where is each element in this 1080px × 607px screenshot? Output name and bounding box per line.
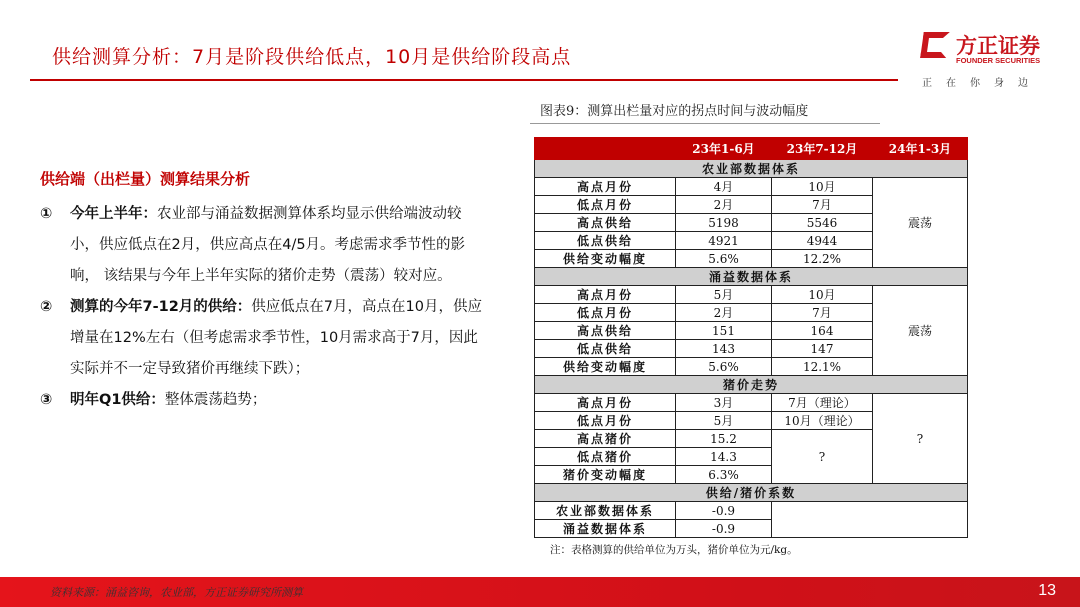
- logo-mark-icon: [920, 32, 950, 58]
- cell: 5.6%: [676, 358, 772, 376]
- cell: 15.2: [676, 430, 772, 448]
- point-lead: 测算的今年7-12月的供给：: [70, 299, 252, 315]
- point-text: [70, 385, 266, 416]
- column-header: [535, 138, 676, 160]
- row-label: 高点供给: [535, 322, 676, 340]
- source-text: 资料来源：涌益咨询，农业部，方正证券研究所测算: [50, 586, 303, 599]
- point-number: ②: [40, 299, 53, 315]
- page-title: 供给测算分析：7月是阶段供给低点，10月是供给阶段高点: [52, 46, 572, 68]
- logo-cn: 方正证券: [956, 34, 1040, 58]
- point-body: 整体震荡趋势；: [164, 392, 267, 408]
- empty-cell: [772, 502, 968, 538]
- section-row: [535, 484, 968, 502]
- table-header-row: [535, 138, 968, 160]
- analysis-panel: [40, 168, 490, 416]
- cell: 10月（理论）: [772, 412, 873, 430]
- caption-divider: [530, 123, 880, 124]
- cell: 5.6%: [676, 250, 772, 268]
- cell: ?: [772, 430, 873, 484]
- cell: 5月: [676, 286, 772, 304]
- row-label: 高点猪价: [535, 430, 676, 448]
- section-title: 农业部数据体系: [535, 160, 968, 178]
- row-label: 涌益数据体系: [535, 520, 676, 538]
- section-title: 供给/猪价系数: [535, 484, 968, 502]
- point-text: [70, 199, 490, 292]
- cell: -0.9: [676, 502, 772, 520]
- row-label: 低点供给: [535, 340, 676, 358]
- section-title: 涌益数据体系: [535, 268, 968, 286]
- cell: 147: [772, 340, 873, 358]
- table-row: [535, 178, 968, 196]
- founder-securities-logo: [920, 30, 1060, 92]
- column-header: 24年1-3月: [873, 138, 968, 160]
- section-row: [535, 376, 968, 394]
- table-row: [535, 286, 968, 304]
- cell: 151: [676, 322, 772, 340]
- row-label: 猪价变动幅度: [535, 466, 676, 484]
- row-label: 低点月份: [535, 412, 676, 430]
- row-label: 高点月份: [535, 394, 676, 412]
- point-lead: 今年上半年：: [70, 206, 157, 222]
- title-divider: [30, 79, 898, 81]
- row-label: 低点猪价: [535, 448, 676, 466]
- cell: 2月: [676, 304, 772, 322]
- logo-en: FOUNDER SECURITIES: [956, 56, 1041, 65]
- section-title: 猪价走势: [535, 376, 968, 394]
- page-number: 13: [1038, 582, 1056, 599]
- row-label: 农业部数据体系: [535, 502, 676, 520]
- point-number: ③: [40, 392, 53, 408]
- row-label: 供给变动幅度: [535, 250, 676, 268]
- analysis-heading: 供给端（出栏量）测算结果分析: [40, 170, 251, 188]
- row-label: 低点月份: [535, 196, 676, 214]
- row-label: 低点供给: [535, 232, 676, 250]
- side-cell: ?: [873, 394, 968, 484]
- section-row: [535, 160, 968, 178]
- row-label: 供给变动幅度: [535, 358, 676, 376]
- column-header: 23年1-6月: [676, 138, 772, 160]
- point-lead: 明年Q1供给：: [70, 392, 165, 408]
- analysis-point: [40, 385, 490, 416]
- cell: 12.1%: [772, 358, 873, 376]
- column-header: 23年7-12月: [772, 138, 873, 160]
- row-label: 高点月份: [535, 286, 676, 304]
- analysis-point: [40, 199, 490, 292]
- cell: 6.3%: [676, 466, 772, 484]
- cell: -0.9: [676, 520, 772, 538]
- analysis-point: [40, 292, 490, 385]
- point-body: 农业部与涌益数据测算体系均显示供给端波动较小，供应低点在2月，供应高点在4/5月。考虑需求季节性的影响， 该结果与今年上半年实际的猪价走势（震荡）较对应。: [70, 206, 466, 284]
- table-caption: 图表9：测算出栏量对应的拐点时间与波动幅度: [540, 104, 809, 119]
- cell: 143: [676, 340, 772, 358]
- cell: 5546: [772, 214, 873, 232]
- cell: 2月: [676, 196, 772, 214]
- cell: 4944: [772, 232, 873, 250]
- point-text: [70, 292, 490, 385]
- cell: 10月: [772, 286, 873, 304]
- cell: 164: [772, 322, 873, 340]
- table-note: 注：表格测算的供给单位为万头，猪价单位为元/kg。: [550, 544, 798, 556]
- cell: 12.2%: [772, 250, 873, 268]
- row-label: 高点月份: [535, 178, 676, 196]
- cell: 4921: [676, 232, 772, 250]
- cell: 7月（理论）: [772, 394, 873, 412]
- side-cell: 震荡: [873, 286, 968, 376]
- cell: 3月: [676, 394, 772, 412]
- cell: 5月: [676, 412, 772, 430]
- table-row: [535, 394, 968, 412]
- supply-table: [534, 137, 968, 538]
- side-cell: 震荡: [873, 178, 968, 268]
- point-number: ①: [40, 206, 53, 222]
- section-row: [535, 268, 968, 286]
- footer-bar: [0, 577, 1080, 607]
- row-label: 低点月份: [535, 304, 676, 322]
- point-body: 供应低点在7月，高点在10月，供应增量在12%左右（但考虑需求季节性，10月需求高于7月，因此实际并不一定导致猪价再继续下跌）；: [70, 299, 482, 377]
- cell: 10月: [772, 178, 873, 196]
- row-label: 高点供给: [535, 214, 676, 232]
- logo-slogan: 正在你身边: [922, 78, 1042, 89]
- cell: 14.3: [676, 448, 772, 466]
- cell: 7月: [772, 304, 873, 322]
- cell: 7月: [772, 196, 873, 214]
- cell: 5198: [676, 214, 772, 232]
- cell: 4月: [676, 178, 772, 196]
- table-row: [535, 502, 968, 520]
